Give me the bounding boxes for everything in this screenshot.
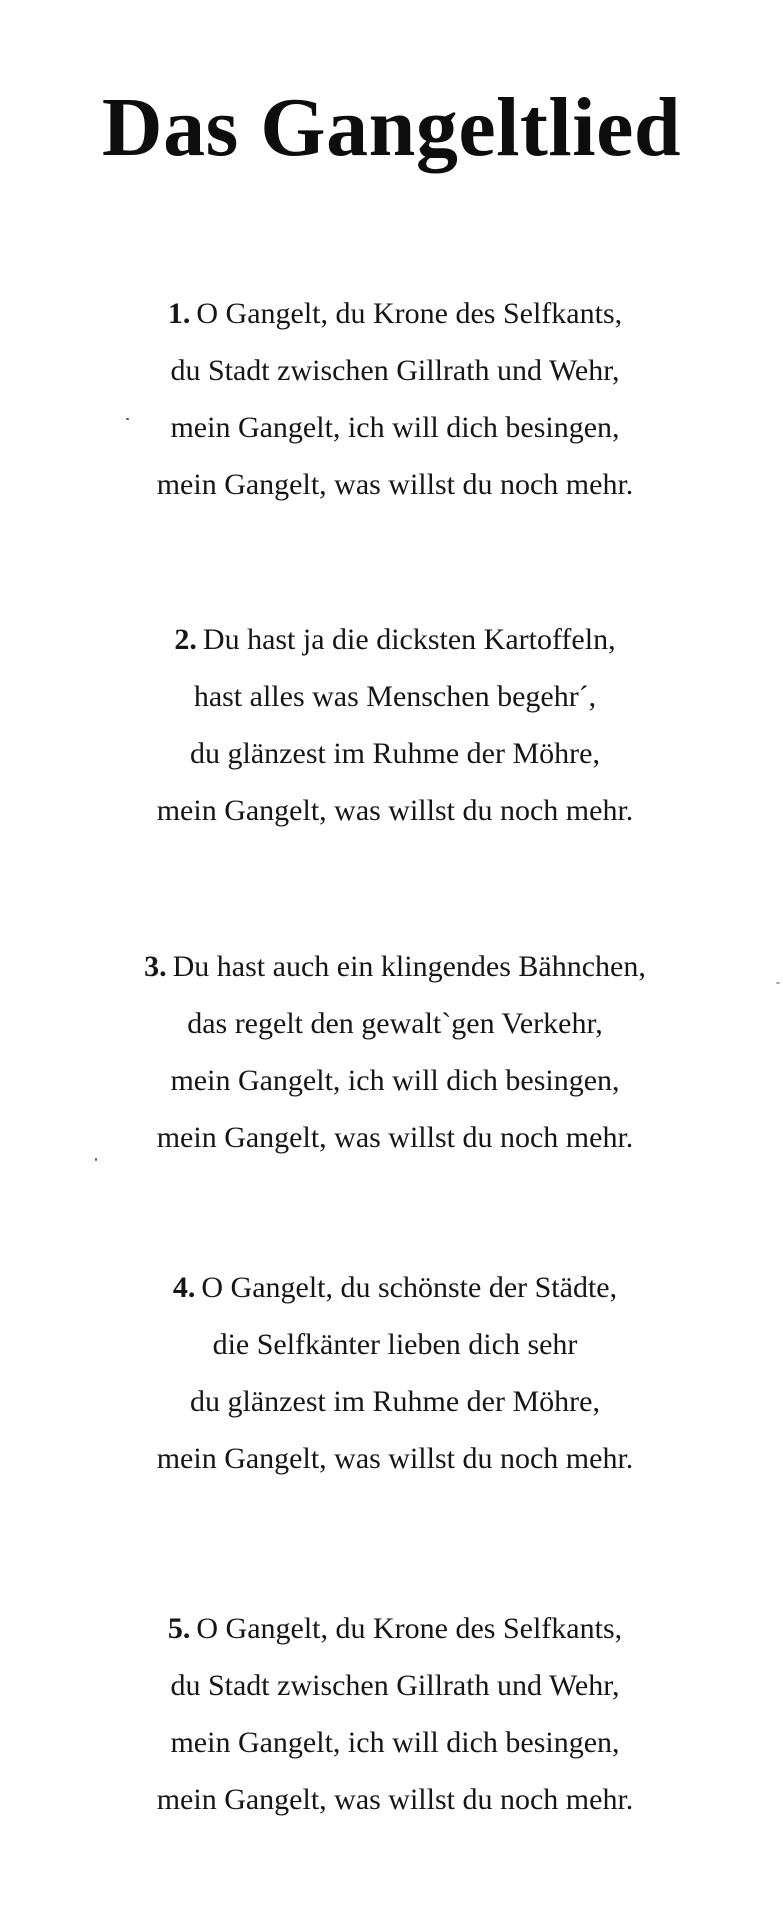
verse-line: hast alles was Menschen begehr´,	[193, 680, 597, 713]
verse-line: mein Gangelt, ich will dich besingen,	[170, 1726, 620, 1759]
verse-number: 2.	[174, 623, 197, 656]
verse-3	[100, 938, 690, 1166]
verse-line: mein Gangelt, was willst du noch mehr.	[156, 1121, 634, 1154]
verse-1	[100, 285, 690, 513]
verse-line: du glänzest im Ruhme der Möhre,	[190, 737, 600, 770]
verse-4	[100, 1259, 690, 1487]
verse-line: 1. O Gangelt, du Krone des Selfkants,	[167, 297, 623, 330]
verse-line: du Stadt zwischen Gillrath und Wehr,	[170, 354, 620, 387]
scan-speck	[95, 1158, 97, 1161]
verse-number: 1.	[167, 297, 191, 330]
verse-line: mein Gangelt, ich will dich besingen,	[170, 1064, 620, 1097]
verse-line: mein Gangelt, was willst du noch mehr.	[156, 1783, 634, 1816]
verse-2	[100, 611, 690, 839]
verse-line: die Selfkänter lieben dich sehr	[212, 1328, 578, 1361]
verse-line: mein Gangelt, was willst du noch mehr.	[156, 1442, 634, 1475]
verse-line: 5. O Gangelt, du Krone des Selfkants,	[167, 1612, 623, 1645]
verse-number: 4.	[172, 1271, 196, 1304]
verse-line: 3. Du hast auch ein klingendes Bähnchen,	[144, 950, 646, 983]
verse-line: 2. Du hast ja die dicksten Kartoffeln,	[174, 623, 616, 656]
verse-line: du glänzest im Ruhme der Möhre,	[190, 1385, 600, 1418]
verse-line: mein Gangelt, was willst du noch mehr.	[156, 468, 634, 501]
scan-speck	[126, 418, 129, 420]
verse-line: mein Gangelt, was willst du noch mehr.	[156, 794, 634, 827]
verse-line: mein Gangelt, ich will dich besingen,	[170, 411, 620, 444]
verse-line: du Stadt zwischen Gillrath und Wehr,	[170, 1669, 620, 1702]
verse-5	[100, 1600, 690, 1828]
page-title: Das Gangeltlied	[101, 81, 682, 174]
verse-line: 4. O Gangelt, du schönste der Städte,	[172, 1271, 618, 1304]
verse-line: das regelt den gewalt`gen Verkehr,	[187, 1007, 603, 1040]
verse-number: 3.	[144, 950, 167, 983]
scan-speck	[776, 982, 780, 984]
verse-number: 5.	[167, 1612, 191, 1645]
